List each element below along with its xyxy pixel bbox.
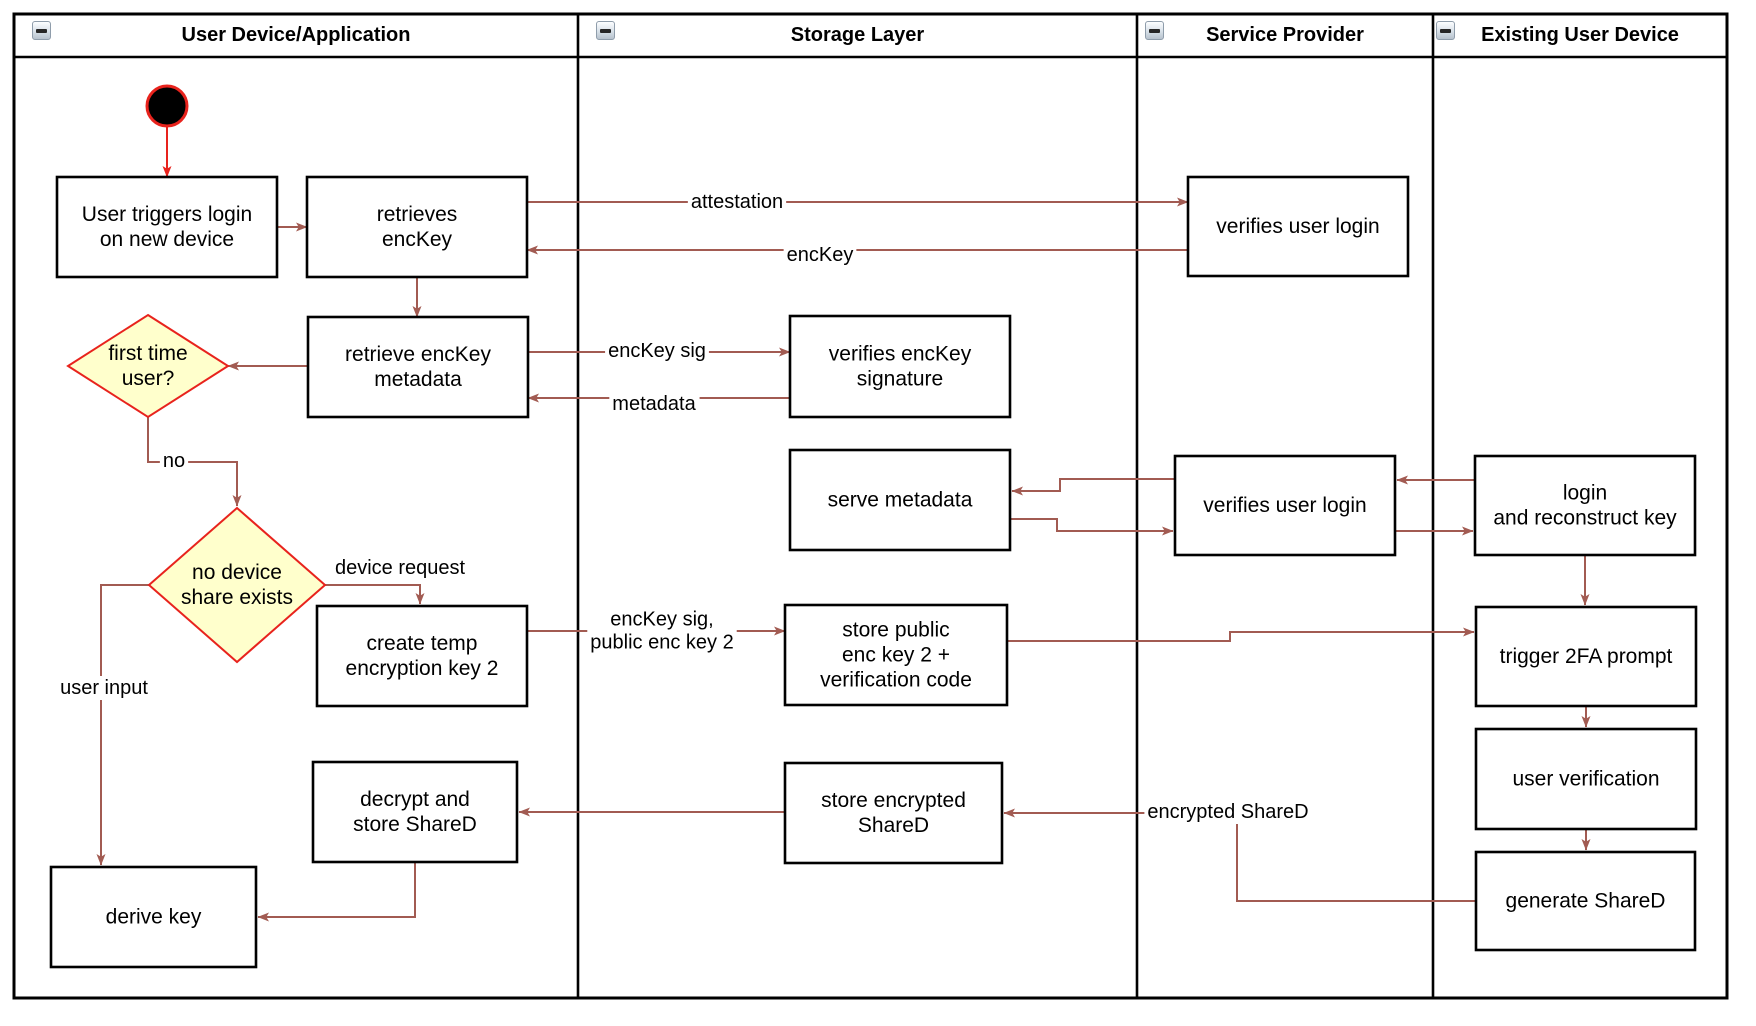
node-label-retrieves-enckey: retrieves encKey: [376, 203, 458, 251]
svg-text:device request: device request: [334, 557, 466, 579]
node-create-temp-key[interactable]: [317, 606, 527, 706]
edge-label-encrypted-shared: [1144, 800, 1311, 824]
node-label-user-verification: user verification: [1512, 767, 1660, 791]
node-user-triggers-login[interactable]: [57, 177, 277, 277]
node-label-no-device-share-decision: no device share exists: [180, 561, 294, 609]
node-retrieves-enckey[interactable]: [307, 177, 527, 277]
node-label-generate-shared: generate ShareD: [1505, 889, 1666, 913]
edge-label-no-branch: [160, 449, 188, 473]
lane-header-existing-user-device[interactable]: Existing User Device: [1481, 24, 1679, 46]
lane-header-storage-layer[interactable]: Storage Layer: [790, 24, 925, 46]
edge-label-enckey-sig: [605, 339, 709, 363]
minus-glyph: [1440, 29, 1451, 33]
node-label-first-time-user-decision: first time user?: [108, 342, 188, 390]
minus-glyph: [1149, 29, 1160, 33]
minus-glyph: [36, 29, 47, 33]
node-label-verifies-enckey-signature: verifies encKey signature: [828, 342, 972, 391]
svg-text:user input: user input: [60, 677, 148, 699]
node-label-verifies-user-login-mid: verifies user login: [1203, 494, 1367, 517]
collapse-minus-icon[interactable]: [1145, 21, 1164, 40]
svg-text:no: no: [162, 450, 186, 472]
node-store-encrypted-shared[interactable]: [785, 763, 1002, 863]
node-label-retrieve-enckey-metadata: retrieve encKey metadata: [345, 343, 491, 391]
collapse-minus-icon[interactable]: [32, 21, 51, 40]
node-label-store-encrypted-shared: store encrypted ShareD: [821, 789, 966, 837]
svg-text:attestation: attestation: [690, 191, 784, 213]
node-verifies-enckey-signature[interactable]: [790, 316, 1010, 417]
node-decrypt-store-shared[interactable]: [313, 762, 517, 862]
node-label-create-temp-key: create temp encryption key 2: [345, 632, 499, 680]
svg-text:encKey: encKey: [786, 244, 854, 266]
svg-text:encKey sig,public enc key 2: encKey sig, public enc key 2: [590, 608, 734, 654]
collapse-minus-icon[interactable]: [596, 21, 615, 40]
svg-text:metadata: metadata: [612, 393, 696, 415]
node-label-serve-metadata: serve metadata: [827, 488, 973, 512]
edge-label-attestation: [688, 190, 786, 214]
node-label-verifies-user-login-top: verifies user login: [1216, 215, 1380, 238]
edge-label-user-input: [57, 676, 151, 700]
node-login-reconstruct-key[interactable]: [1475, 456, 1695, 555]
node-start-initial-node[interactable]: [147, 86, 187, 126]
edge-label-metadata-return: [609, 392, 699, 416]
lane-header-service-provider[interactable]: Service Provider: [1206, 24, 1364, 46]
node-label-trigger-2fa-prompt: trigger 2FA prompt: [1499, 645, 1673, 668]
node-retrieve-enckey-metadata[interactable]: [308, 317, 528, 417]
node-label-user-triggers-login: User triggers login on new device: [81, 203, 253, 251]
node-label-store-public-enc-key: store public enc key 2 + verification code: [820, 618, 972, 692]
node-label-decrypt-store-shared: decrypt and store ShareD: [353, 788, 477, 836]
node-label-login-reconstruct-key: login and reconstruct key: [1493, 481, 1677, 530]
minus-glyph: [600, 29, 611, 33]
svg-text:encKey sig: encKey sig: [608, 340, 706, 362]
edge-label-enckey-sig-public-key-2: [587, 608, 736, 655]
edge-label-enckey-return: [784, 243, 857, 267]
node-label-derive-key: derive key: [105, 905, 202, 929]
edge-label-device-request: [332, 556, 469, 580]
collapse-minus-icon[interactable]: [1436, 21, 1455, 40]
lane-header-user-device-application[interactable]: User Device/Application: [181, 24, 411, 46]
svg-text:encrypted ShareD: encrypted ShareD: [1147, 801, 1309, 823]
